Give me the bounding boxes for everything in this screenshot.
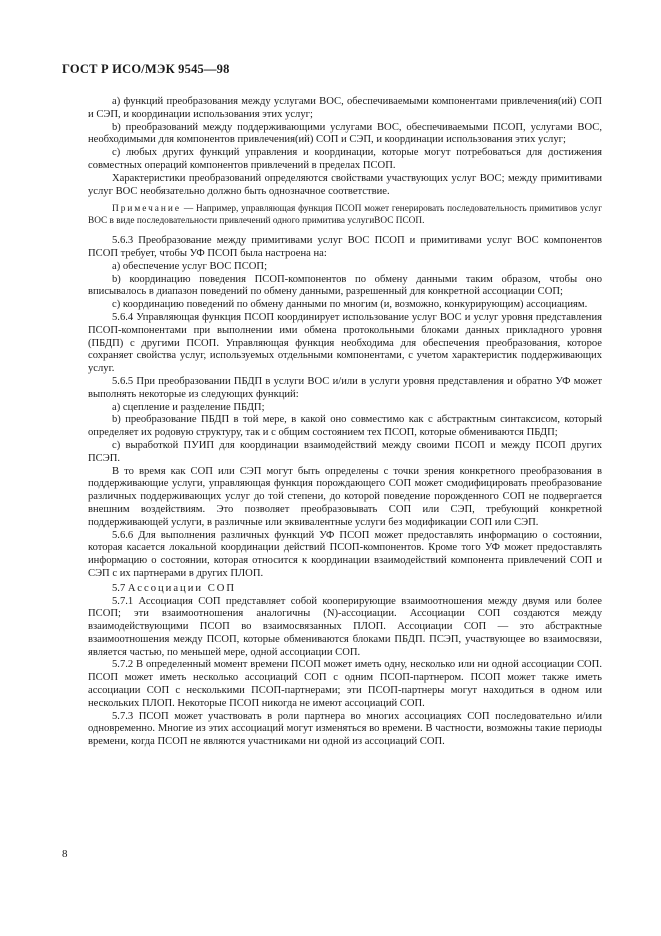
page-number: 8 bbox=[62, 848, 68, 860]
paragraph: 5.7.3 ПСОП может участвовать в роли партнера во многих ассоциациях СОП последовательно и/или одновременно. Многие из этих ассоциаций могут изменяться во времени. В частности, возможны такие периоды времени, когда ПСОП не являются участниками ни одной из ассоциаций СОП. bbox=[88, 710, 602, 748]
paragraph: 5.7.2 В определенный момент времени ПСОП может иметь одну, несколько или ни одной ассоциации СОП. ПСОП может иметь несколько ассоциаций СОП с одним ПСОП-партнером. ПСОП может также иметь ассоциации СОП с несколькими ПСОП-партнерами; эти ПСОП-партнеры могут находиться в одном или нескольких ПЛОП. Некоторые ПСОП никогда не имеют ассоциаций СОП. bbox=[88, 659, 602, 709]
paragraph: Характеристики преобразований определяются свойствами участвующих услуг ВОС; между примитивами услуг ВОС необязательно должно быть однозначное соответствие. bbox=[88, 172, 602, 197]
paragraph: с) выработкой ПУИП для координации взаимодействий между своими ПСОП и между ПСОП других ПСЭП. bbox=[88, 439, 602, 464]
document-body bbox=[88, 96, 602, 749]
paragraph: а) обеспечение услуг ВОС ПСОП; bbox=[112, 260, 268, 272]
note-label: Примечание bbox=[112, 204, 181, 215]
paragraph: b) координацию поведения ПСОП-компонентов по обмену данными таким образом, чтобы оно вписывалось в диапазон поведений по обмену данными, разрешенный для конкретной ассоциации СОП; bbox=[88, 273, 602, 298]
paragraph: 5.6.4 Управляющая функция ПСОП координирует использование услуг ВОС и услуг уровня представления ПСОП-компонентами при выполнении ими обмена протокольными блоками данных прикладного уровня (ПБДП) с другими ПСОП. Управляющая функция необходима для обеспечения преобразования, которое сохраняет свойства услуг, используемых отдельными компонентами, с учетом характеристик поддерживающих услуг. bbox=[88, 311, 602, 375]
paragraph: с) любых других функций управления и координации, которые могут потребоваться для достижения совместных операций компонентов привлечений в пределах ПСОП. bbox=[88, 147, 602, 171]
paragraph: В то время как СОП или СЭП могут быть определены с точки зрения конкретного преобразования в поддерживающие услуги, управляющая функция порождающего СОП может смодифицировать преобразование различных поддерживающих услуг до той степени, до которой поведение порожденного СОП не подвергается внешним воздействиям. Это позволяет преобразовывать СОП или СЭП, требующий конкретной поддерживающей услуги, в различные или эквивалентные услуги без модификации СОП или СЭП. bbox=[88, 465, 602, 528]
paragraph: а) функций преобразования между услугами ВОС, обеспечиваемыми компонентами привлечения(ий) СОП и СЭП, и координации использования этих услуг; bbox=[88, 96, 602, 120]
paragraph: 5.6.3 Преобразование между примитивами услуг ВОС ПСОП и примитивами услуг ВОС компонентов ПСОП требует, чтобы УФ ПСОП была настроена на: bbox=[88, 235, 602, 259]
section-heading bbox=[88, 583, 602, 596]
page-header: ГОСТ Р ИСО/МЭК 9545—98 bbox=[62, 62, 230, 76]
paragraph: b) преобразований между поддерживающими услугами ВОС, обеспечиваемыми ПСОП, услугами ВОС, необходимыми для компонентов привлечения(ий) СОП и СЭП, и координации использования этих услуг; bbox=[88, 121, 602, 146]
note-text: — Например, управляющая функция ПСОП может генерировать последовательность примитивов услуг ВОС в виде последовательности привлечений одного примитива услугиВОС ПСОП. bbox=[88, 204, 603, 226]
paragraph: 5.7.1 Ассоциация СОП представляет собой кооперирующие взаимоотношения между двумя или более ПСОП; эти взаимоотношения аналогичны (N)-ассоциации. Ассоциации СОП создаются между взаимодействующими ПСОП во взаимосвязанных ПЛОП. Ассоциации СОП — это абстрактные взаимоотношения между ПСОП, которые обмениваются блоками ПБДП. ПСЭП, участвующее во взаимосвязи, является частью, по меньшей мере, одной ассоциации СОП. bbox=[88, 595, 602, 658]
paragraph: 5.6.5 При преобразовании ПБДП в услуги ВОС и/или в услуги уровня представления и обратно УФ может выполнять некоторые из следующих функций: bbox=[88, 375, 602, 400]
section-number: 5.7 bbox=[112, 582, 126, 594]
paragraph: 5.6.6 Для выполнения различных функций УФ ПСОП может предоставлять информацию о состоянии, которая касается локальной координации действий ПСОП-компонентов. Кроме того УФ может предоставлять информацию о состоянии, которая относится к координации взаимодействий компонента привлечений СОП и СЭП с их партнерами в других ПЛОП. bbox=[88, 529, 602, 579]
section-title: Ассоциации СОП bbox=[127, 582, 237, 594]
paragraph: а) сцепление и разделение ПБДП; bbox=[112, 401, 265, 413]
note bbox=[88, 204, 602, 227]
paragraph: b) преобразование ПБДП в той мере, в какой оно совместимо как с абстрактным синтаксисом, который определяет их родовую структуру, так и с общим состоянием тех ПСОП, которые обмениваются ПБДП; bbox=[88, 414, 602, 439]
paragraph: с) координацию поведений по обмену данными по многим (и, возможно, конкурирующим) ассоциациям. bbox=[112, 299, 588, 311]
